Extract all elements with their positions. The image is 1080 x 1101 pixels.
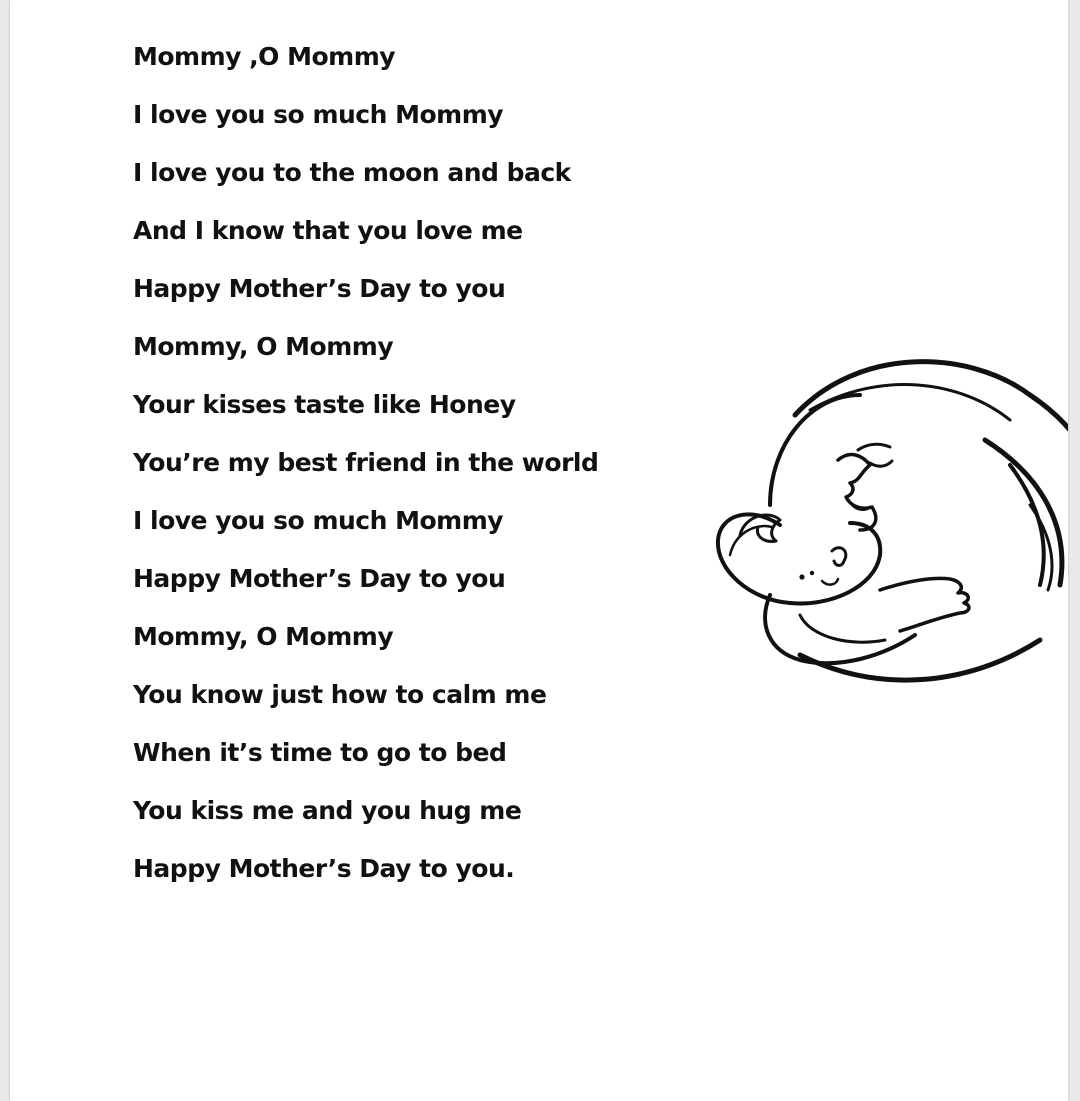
poem xyxy=(133,28,598,898)
poem-line: Mommy, O Mommy xyxy=(133,622,394,651)
poem-line: Happy Mother’s Day to you xyxy=(133,564,506,593)
poem-line: I love you so much Mommy xyxy=(133,100,504,129)
poem-line: Your kisses taste like Honey xyxy=(133,390,516,419)
mother-and-baby-icon xyxy=(710,355,1068,695)
poem-line: Happy Mother’s Day to you xyxy=(133,274,506,303)
poem-line: Mommy, O Mommy xyxy=(133,332,394,361)
poem-line: I love you to the moon and back xyxy=(133,158,571,187)
poem-line: Mommy ,O Mommy xyxy=(133,42,396,71)
poem-line: And I know that you love me xyxy=(133,216,523,245)
poem-line: When it’s time to go to bed xyxy=(133,738,507,767)
poem-line: You know just how to calm me xyxy=(133,680,547,709)
poem-line: You’re my best friend in the world xyxy=(133,448,599,477)
document-page xyxy=(10,0,1068,1101)
poem-line: I love you so much Mommy xyxy=(133,506,504,535)
poem-line: You kiss me and you hug me xyxy=(133,796,522,825)
poem-line: Happy Mother’s Day to you. xyxy=(133,854,515,883)
